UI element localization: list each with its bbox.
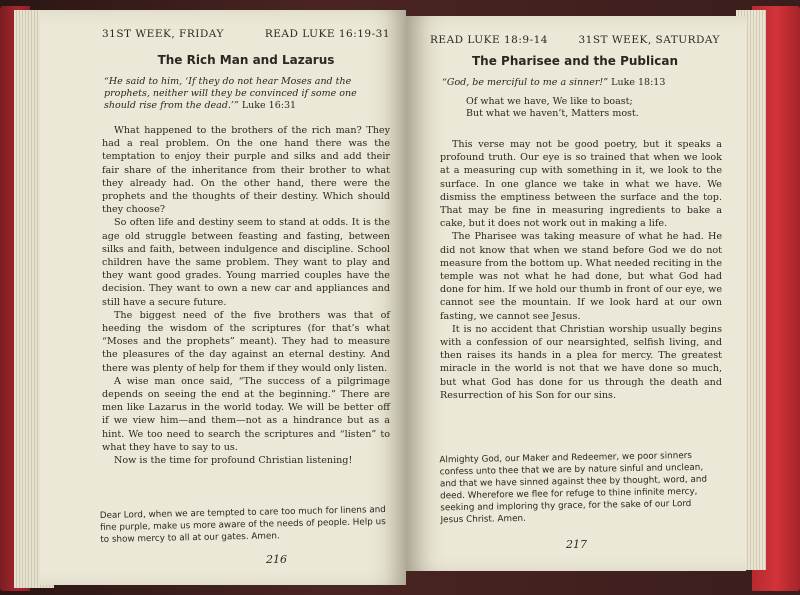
right-page — [406, 16, 746, 571]
paragraph: So often life and destiny seem to stand at odds. It is the age old struggle between feasting and fasting, between silks and faith, between indulgence and discipline. School children have the same problem. They want to play and they want good grades. Young married couples have the decision. They want to own a new car and appliances and still have a secure future. — [102, 217, 390, 308]
epigraph — [442, 77, 720, 89]
paragraph: A wise man once said, “The success of a pilgrimage depends on seeing the end at the beginning.” There are men like Lazarus in the world today. We will be better off if we view him—and them—not as a hindrance but as a hint. We too need to search the scriptures and “listen” to what they have to say to us. — [102, 375, 390, 453]
page-number: 216 — [266, 553, 287, 566]
page-title: The Rich Man and Lazarus — [157, 53, 335, 67]
running-head — [102, 28, 390, 40]
running-head-reading: READ LUKE 16:19-31 — [264, 28, 390, 40]
body-text — [440, 138, 722, 402]
page-number: 217 — [566, 538, 587, 551]
prayer: Almighty God, our Maker and Redeemer, we poor sinners confess unto thee that we are by nature sinful and unclean, and that we have sinned against thee by thought, word, and deed. Wherefore we flee for refuge to thine infinite mercy, seeking and imploring thy grace, for the sake of our Lord Jesus Christ. Amen. — [439, 450, 708, 526]
epigraph-quote: “God, be merciful to me a sinner!” — [442, 77, 609, 88]
paragraph: The Pharisee was taking measure of what he had. He did not know that when we stand before God we do not measure from the bottom up. What needed reciting in the temple was not what he had done, but what God had done for him. If we hold our thumb in front of our eye, we cannot see the mountain. If we look hard at our own fasting, we cannot see Jesus. — [440, 231, 722, 322]
body-text — [102, 124, 390, 467]
running-head — [430, 34, 720, 46]
paragraph: The biggest need of the five brothers was that of heeding the wisdom of the scriptures (for that’s what “Moses and the prophets” meant). They had to measure the pleasures of the day against an eternal destiny. And there was plenty of help for them if they would only listen. — [102, 309, 390, 374]
page-title: The Pharisee and the Publican — [471, 54, 679, 68]
running-head-week: 31ST WEEK, SATURDAY — [578, 34, 720, 46]
prayer: Dear Lord, when we are tempted to care too much for linens and fine purple, make us more aware of the needs of people. Help us to show mercy to all at our gates. Amen. — [99, 505, 386, 546]
epigraph-reference: Luke 16:31 — [241, 100, 297, 111]
epigraph-quote: “He said to him, ‘If they do not hear Moses and the prophets, neither will they be convinced if some one should rise from the dead.’” — [104, 76, 357, 111]
running-head-week: 31ST WEEK, FRIDAY — [102, 28, 224, 40]
poem — [466, 96, 726, 120]
paragraph: It is no accident that Christian worship usually begins with a confession of our nearsighted, selfish living, and then raises its hands in a plea for mercy. The greatest miracle in the world is not that we have done so much, but what God has done for us through the death and Resurrection of his Son for our sins. — [440, 323, 722, 401]
poem-line: Of what we have, We like to boast; — [466, 96, 633, 107]
running-head-reading: READ LUKE 18:9-14 — [430, 34, 548, 46]
left-page — [40, 10, 406, 585]
paragraph: What happened to the brothers of the rich man? They had a real problem. On the one hand there was the temptation to enjoy their purple and silks and add their fair share of the inheritance from their brother to what they already had. On the other hand, there were the prophets and the thoughts of their destiny. Which should they choose? — [102, 125, 390, 216]
epigraph-reference: Luke 18:13 — [611, 77, 666, 88]
poem-line: But what we haven’t, Matters most. — [466, 108, 639, 119]
paragraph: This verse may not be good poetry, but it speaks a profound truth. Our eye is so trained that when we look at a measuring cup with something in it, we look to the surface. In one glance we take in what we have. We dismiss the emptiness between the surface and the top. That may be fine in measuring ingredients to bake a cake, but it does not work out in making a life. — [440, 139, 722, 230]
paragraph: Now is the time for profound Christian listening! — [114, 455, 353, 467]
epigraph — [104, 76, 386, 112]
